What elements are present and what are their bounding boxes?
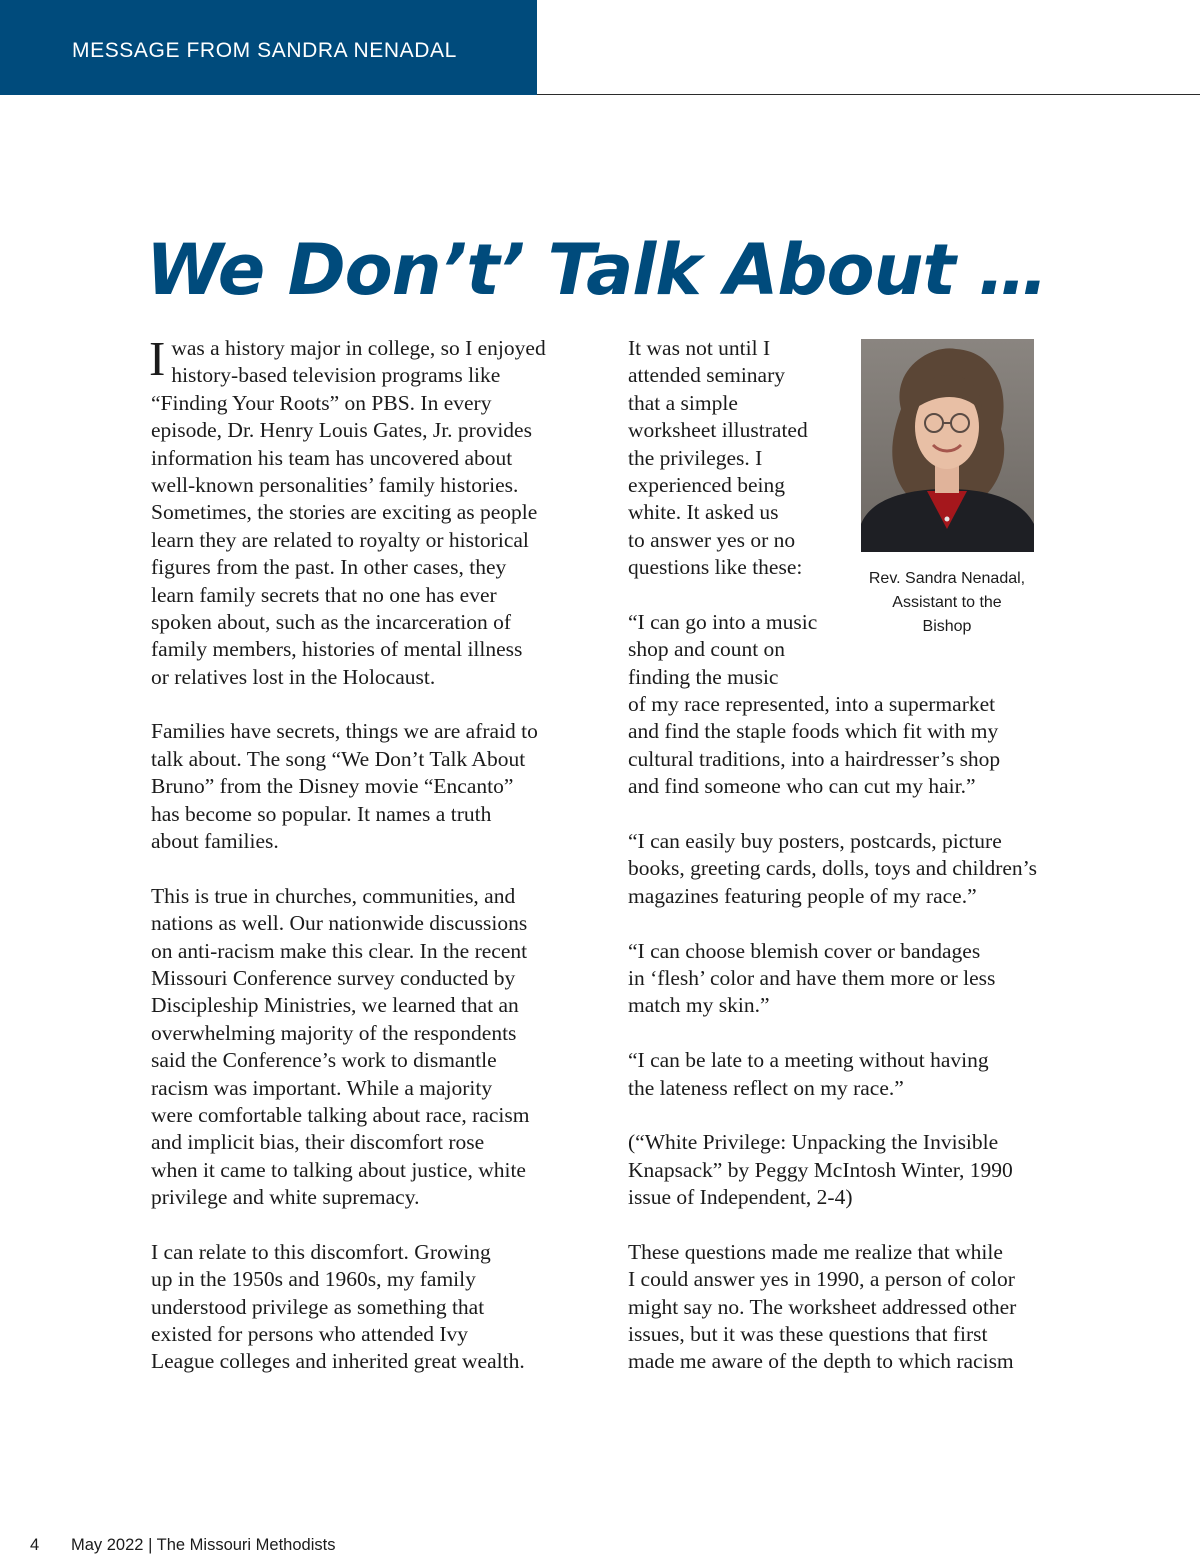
article-line: up in the 1950s and 1960s, my family [151,1267,476,1292]
article-line: finding the music [628,664,779,689]
article-line: magazines featuring people of my race.” [628,883,977,908]
article-line: attended seminary [628,363,786,388]
article-line: talk about. The song “We Don’t Talk About [151,746,526,771]
paragraph-gap [628,1212,1038,1239]
article-line: in ‘flesh’ color and have them more or less [628,965,996,990]
article-line: learn family secrets that no one has ever [151,582,497,607]
article-title: We Don’t’ Talk About … [146,229,1048,311]
article-line: experienced being [628,472,785,497]
article-line: match my skin.” [628,993,770,1018]
article-line: was a history major in college, so I enjoyed [171,336,546,360]
section-banner [0,0,537,95]
article-line: I could answer yes in 1990, a person of color [628,1267,1015,1292]
article-line: to answer yes or no [628,527,796,552]
article-line: understood privilege as something that [151,1294,485,1319]
paragraph-gap [628,1102,1038,1129]
paragraph-gap [628,801,1038,828]
article-line: “I can easily buy posters, postcards, picture [628,829,1002,854]
page-number: 4 [30,1536,40,1554]
article-line: “I can go into a music [628,609,818,634]
article-line: has become so popular. It names a truth [151,801,492,826]
article-line: racism was important. While a majority [151,1075,493,1100]
article-line: spoken about, such as the incarceration of [151,609,511,634]
article-line: and implicit bias, their discomfort rose [151,1130,485,1155]
paragraph-gap [628,910,1038,937]
article-line: on anti-racism make this clear. In the recent [151,938,528,963]
article-line: (“White Privilege: Unpacking the Invisible [628,1130,999,1155]
article-line: “I can be late to a meeting without having [628,1048,989,1073]
publication-name: The Missouri Methodists [156,1536,336,1554]
article-line: history-based television programs like [171,363,501,388]
issue-date: May 2022 [71,1536,144,1554]
article-line: Discipleship Ministries, we learned that an [151,993,519,1018]
article-line: existed for persons who attended Ivy [151,1322,469,1347]
paragraph-gap [151,855,561,882]
article-line: Missouri Conference survey conducted by [151,965,516,990]
article-line: of my race represented, into a supermarket [628,692,996,717]
article-line: League colleges and inherited great wealth. [151,1349,525,1374]
article-line: the lateness reflect on my race.” [628,1075,904,1100]
article-line: said the Conference’s work to dismantle [151,1048,497,1073]
section-label: MESSAGE FROM SANDRA NENADAL [72,39,457,62]
caption-line: Rev. Sandra Nenadal, [868,570,1026,587]
article-line: episode, Dr. Henry Louis Gates, Jr. provides [151,418,532,443]
paragraph-gap [151,691,561,718]
article-line: the privileges. I [628,445,763,470]
article-line: made me aware of the depth to which racism [628,1349,1014,1374]
article-line: about families. [151,829,279,854]
article-left-column [149,331,561,1376]
header-rule [537,94,1200,95]
article-line: privilege and white supremacy. [151,1185,420,1210]
article-line: family members, histories of mental illness [151,637,523,662]
article-line: These questions made me realize that while [628,1239,1003,1264]
article-line: Bruno” from the Disney movie “Encanto” [151,774,514,799]
article-line: Knapsack” by Peggy McIntosh Winter, 1990 [628,1157,1013,1182]
article-line: Sometimes, the stories are exciting as people [151,500,538,525]
article-line: nations as well. Our nationwide discussions [151,911,528,936]
article-line: might say no. The worksheet addressed other [628,1294,1017,1319]
article-line: issue of Independent, 2-4) [628,1185,853,1210]
article-line: “I can choose blemish cover or bandages [628,938,981,963]
article-line: and find the staple foods which fit with my [628,719,999,744]
article-line: shop and count on [628,637,786,662]
article-line: when it came to talking about justice, white [151,1157,526,1182]
article-line: or relatives lost in the Holocaust. [151,664,436,689]
paragraph-gap [151,1212,561,1239]
article-line: figures from the past. In other cases, they [151,555,507,580]
article-line: overwhelming majority of the respondents [151,1020,517,1045]
article-line: I can relate to this discomfort. Growing [151,1239,491,1264]
caption-line: Assistant to the [892,594,1002,611]
photo-caption [846,567,1048,639]
caption-line: Bishop [922,618,972,635]
article-line: questions like these: [628,555,803,580]
article-line: cultural traditions, into a hairdresser’s shop [628,746,1001,771]
article-line: information his team has uncovered about [151,445,513,470]
article-line: that a simple [628,390,738,415]
article-line: and find someone who can cut my hair.” [628,774,976,799]
article-line: worksheet illustrated [628,418,808,443]
article-line: This is true in churches, communities, and [151,883,516,908]
article-line: issues, but it was these questions that first [628,1322,988,1347]
article-line: well-known personalities’ family histories. [151,472,519,497]
paragraph-gap [628,1020,1038,1047]
article-line: It was not until I [628,336,771,360]
drop-cap: I [149,331,166,386]
article-line: Families have secrets, things we are afraid to [151,719,538,744]
article-line: books, greeting cards, dolls, toys and children’s [628,856,1038,881]
author-portrait [861,339,1034,552]
article-line: “Finding Your Roots” on PBS. In every [151,390,492,415]
article-line: learn they are related to royalty or historical [151,527,529,552]
footer-separator: | [148,1536,153,1554]
article-line: were comfortable talking about race, racism [151,1102,530,1127]
article-line: white. It asked us [628,500,779,525]
